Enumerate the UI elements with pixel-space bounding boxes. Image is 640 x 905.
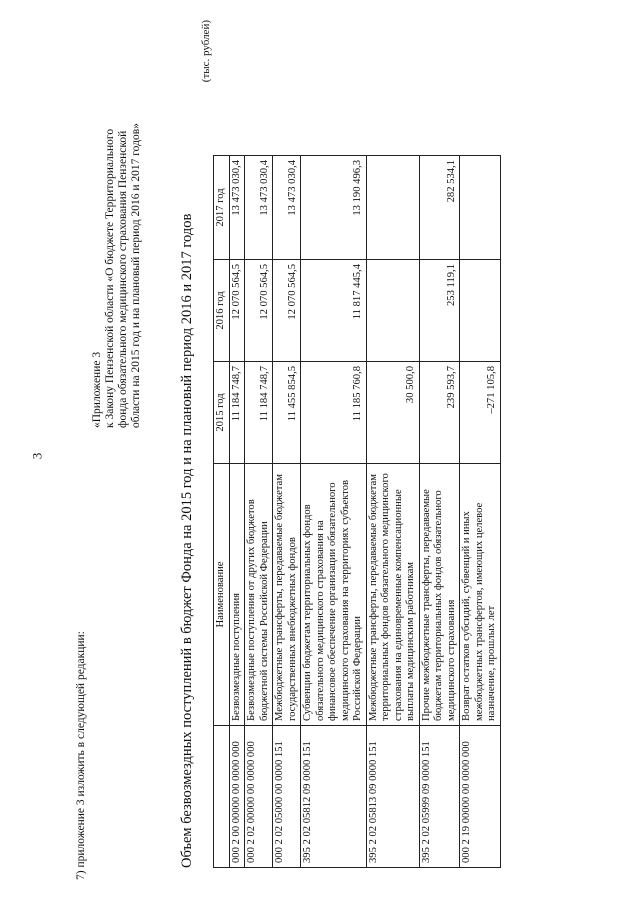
cell-code: 395 2 02 05812 09 0000 151 bbox=[301, 726, 367, 868]
table-row bbox=[245, 156, 273, 868]
cell-2017: 282 534,1 bbox=[419, 156, 460, 260]
cell-2016: 12 070 564,5 bbox=[245, 260, 273, 362]
table-header-row bbox=[214, 156, 230, 868]
table-row bbox=[366, 156, 419, 868]
appendix-header bbox=[91, 123, 143, 428]
document-sheet bbox=[75, 20, 555, 880]
cell-name: Межбюджетные трансферты, передаваемые бюджетам государственных внебюджетных фондов bbox=[273, 464, 301, 726]
cell-2016: 253 119,1 bbox=[419, 260, 460, 362]
cell-2015: 11 184 748,7 bbox=[245, 362, 273, 464]
cell-2017: 13 473 030,4 bbox=[229, 156, 245, 260]
cell-code: 000 2 02 00000 00 0000 000 bbox=[245, 726, 273, 868]
cell-2015: 11 455 854,5 bbox=[273, 362, 301, 464]
cell-code: 395 2 02 05999 09 0000 151 bbox=[419, 726, 460, 868]
cell-2016 bbox=[366, 260, 419, 362]
cell-2015: –271 105,8 bbox=[460, 362, 501, 464]
cell-code: 000 2 02 05000 00 0000 151 bbox=[273, 726, 301, 868]
appendix-line: фонда обязательного медицинского страхования Пензенской bbox=[117, 130, 129, 428]
revenue-table bbox=[213, 155, 501, 868]
header-2015: 2015 год bbox=[214, 362, 230, 464]
header-2017: 2017 год bbox=[214, 156, 230, 260]
cell-code: 395 2 02 05813 09 0000 151 bbox=[366, 726, 419, 868]
cell-2017 bbox=[460, 156, 501, 260]
cell-2015: 239 593,7 bbox=[419, 362, 460, 464]
cell-name: Безвозмездные поступления от других бюджетов бюджетной системы Российской Федерации bbox=[245, 464, 273, 726]
cell-2016: 12 070 564,5 bbox=[229, 260, 245, 362]
cell-2017: 13 473 030,4 bbox=[273, 156, 301, 260]
cell-2017: 13 473 030,4 bbox=[245, 156, 273, 260]
table-row bbox=[460, 156, 501, 868]
cell-name: Межбюджетные трансферты, передаваемые бюджетам территориальных фондов обязательного медицинского страхования на единовременные компенсационные выплаты медицинским работникам bbox=[366, 464, 419, 726]
header-2016: 2016 год bbox=[214, 260, 230, 362]
cell-name: Безвозмездные поступления bbox=[229, 464, 245, 726]
cell-code: 000 2 19 00000 00 0000 000 bbox=[460, 726, 501, 868]
intro-text: 7) приложение 3 изложить в следующей редакции: bbox=[75, 631, 87, 880]
table-row bbox=[419, 156, 460, 868]
cell-2017: 13 190 496,3 bbox=[301, 156, 367, 260]
header-code bbox=[214, 726, 230, 868]
appendix-line: к Закону Пензенской области «О бюджете Территориального bbox=[104, 128, 116, 428]
cell-2016 bbox=[460, 260, 501, 362]
header-name: Наименование bbox=[214, 464, 230, 726]
table-row bbox=[229, 156, 245, 868]
cell-2015: 11 184 748,7 bbox=[229, 362, 245, 464]
table-row bbox=[301, 156, 367, 868]
appendix-title: «Приложение 3 bbox=[91, 351, 103, 428]
cell-2017 bbox=[366, 156, 419, 260]
cell-name: Прочие межбюджетные трансферты, передаваемые бюджетам территориальных фондов обязательного медицинского страхования bbox=[419, 464, 460, 726]
main-title: Объем безвозмездных поступлений в бюджет Фонда на 2015 год и на плановый период 2016 и 2017 годов bbox=[179, 213, 195, 868]
cell-name: Возврат остатков субсидий, субвенций и иных межбюджетных трансфертов, имеющих целевое назначение, прошлых лет bbox=[460, 464, 501, 726]
cell-2015: 11 185 760,8 bbox=[301, 362, 367, 464]
cell-2016: 11 817 445,4 bbox=[301, 260, 367, 362]
page-number: 3 bbox=[29, 452, 45, 460]
cell-2016: 12 070 564,5 bbox=[273, 260, 301, 362]
units-label: (тыс. рублей) bbox=[200, 20, 212, 83]
table-row bbox=[273, 156, 301, 868]
appendix-line: области на 2015 год и на плановый период 2016 и 2017 годов» bbox=[130, 123, 142, 428]
cell-code: 000 2 00 00000 00 0000 000 bbox=[229, 726, 245, 868]
cell-2015: 30 500,0 bbox=[366, 362, 419, 464]
cell-name: Субвенции бюджетам территориальных фондов обязательного медицинского страхования на финансовое обеспечение организации обязательного медицинского страхования на территориях субъектов Российской Федерации bbox=[301, 464, 367, 726]
